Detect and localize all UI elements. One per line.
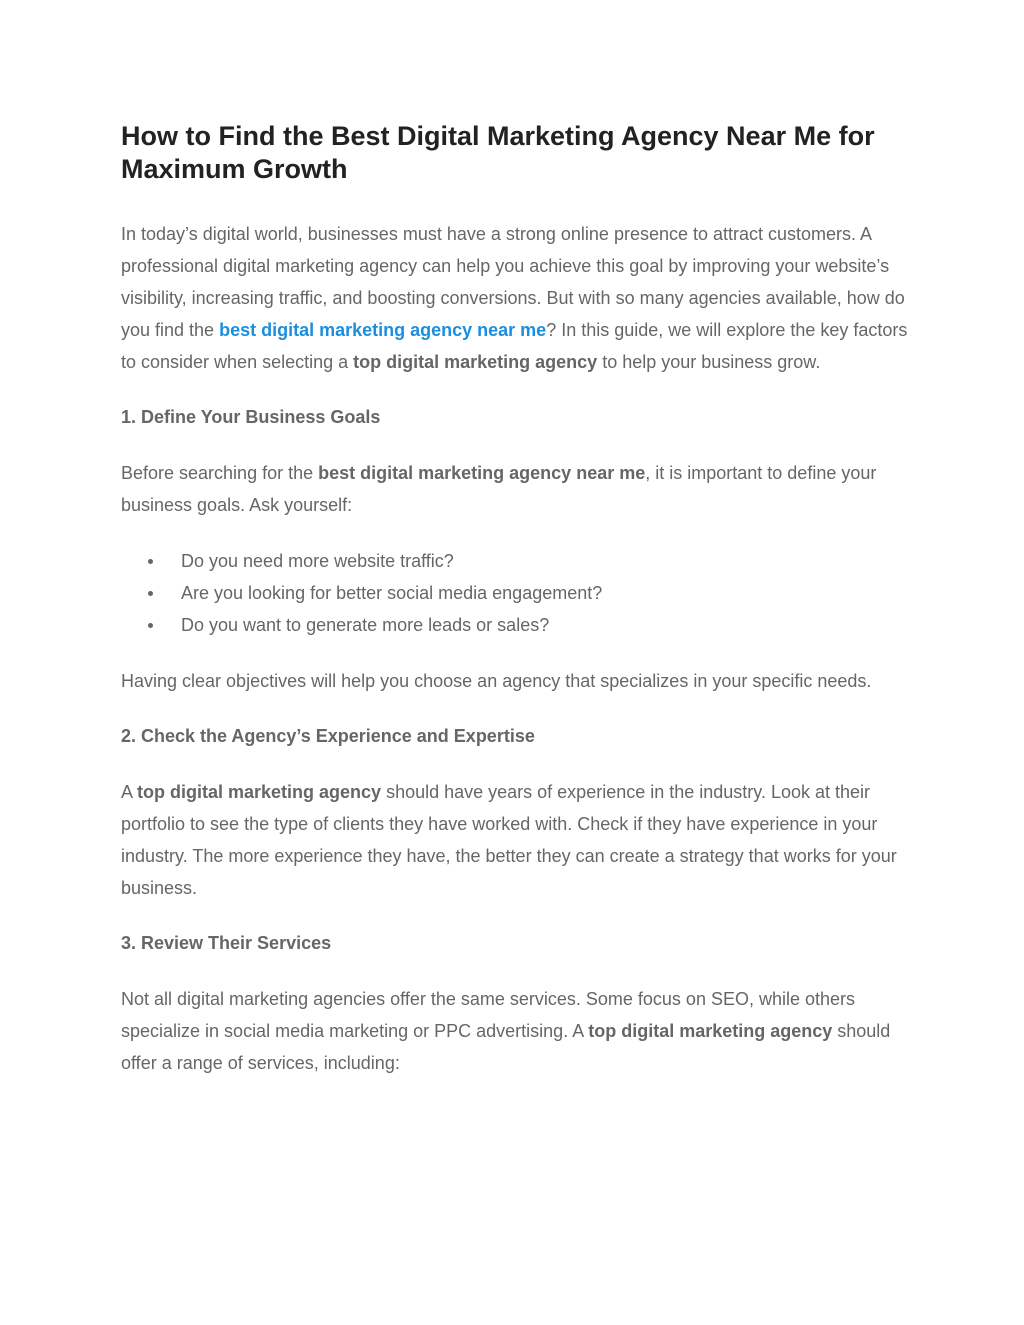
bullet-icon bbox=[148, 591, 153, 596]
section3-text-1: Not all digital marketing agencies offer the same services. Some focus on SEO, while others specialize in social media marketing or PPC advertising. A bbox=[121, 989, 856, 1041]
section3-paragraph bbox=[121, 983, 911, 1079]
section2-paragraph bbox=[121, 776, 911, 904]
bullet-icon bbox=[148, 559, 153, 564]
intro-text-2: ? In this guide, we will explore the key factors to consider when selecting a bbox=[121, 320, 908, 372]
agency-link[interactable]: best digital marketing agency near me bbox=[219, 320, 547, 340]
intro-text-1: In today’s digital world, businesses must have a strong online presence to attract customers. A professional digital marketing agency can help you achieve this goal by improving your website’s visibility, increasing traffic, and boosting conversions. But with so many agencies available, how do you find the bbox=[121, 224, 905, 340]
goals-list bbox=[121, 545, 911, 641]
section1-paragraph bbox=[121, 457, 911, 521]
section2-bold-1: top digital marketing agency bbox=[137, 782, 382, 802]
section3-text-2: should offer a range of services, including: bbox=[121, 1021, 891, 1073]
document-page bbox=[121, 120, 911, 1079]
list-item-text: Do you need more website traffic? bbox=[181, 551, 454, 571]
section1-text-2: , it is important to define your business goals. Ask yourself: bbox=[121, 463, 877, 515]
bullet-icon bbox=[148, 623, 153, 628]
section3-bold-1: top digital marketing agency bbox=[588, 1021, 833, 1041]
section1-bold-1: best digital marketing agency near me bbox=[318, 463, 646, 483]
section1-text-1: Before searching for the bbox=[121, 463, 319, 483]
list-item bbox=[121, 577, 911, 609]
intro-text-3: to help your business grow. bbox=[597, 352, 821, 372]
intro-paragraph bbox=[121, 218, 911, 378]
list-item bbox=[121, 609, 911, 641]
section1-closing-paragraph: Having clear objectives will help you choose an agency that specializes in your specific needs. bbox=[121, 671, 872, 691]
list-item-text: Do you want to generate more leads or sales? bbox=[181, 615, 550, 635]
list-item bbox=[121, 545, 911, 577]
section1-heading: 1. Define Your Business Goals bbox=[121, 407, 381, 427]
intro-bold-1: top digital marketing agency bbox=[353, 352, 598, 372]
section3-heading: 3. Review Their Services bbox=[121, 933, 332, 953]
section2-text-2: should have years of experience in the industry. Look at their portfolio to see the type of clients they have worked with. Check if they have experience in your industry. The more experience they have, the better they can create a strategy that works for your business. bbox=[121, 782, 897, 898]
list-item-text: Are you looking for better social media engagement? bbox=[181, 583, 603, 603]
section2-heading: 2. Check the Agency’s Experience and Expertise bbox=[121, 726, 535, 746]
document-title: How to Find the Best Digital Marketing Agency Near Me for Maximum Growth bbox=[121, 121, 875, 184]
section2-text-1: A bbox=[121, 782, 138, 802]
